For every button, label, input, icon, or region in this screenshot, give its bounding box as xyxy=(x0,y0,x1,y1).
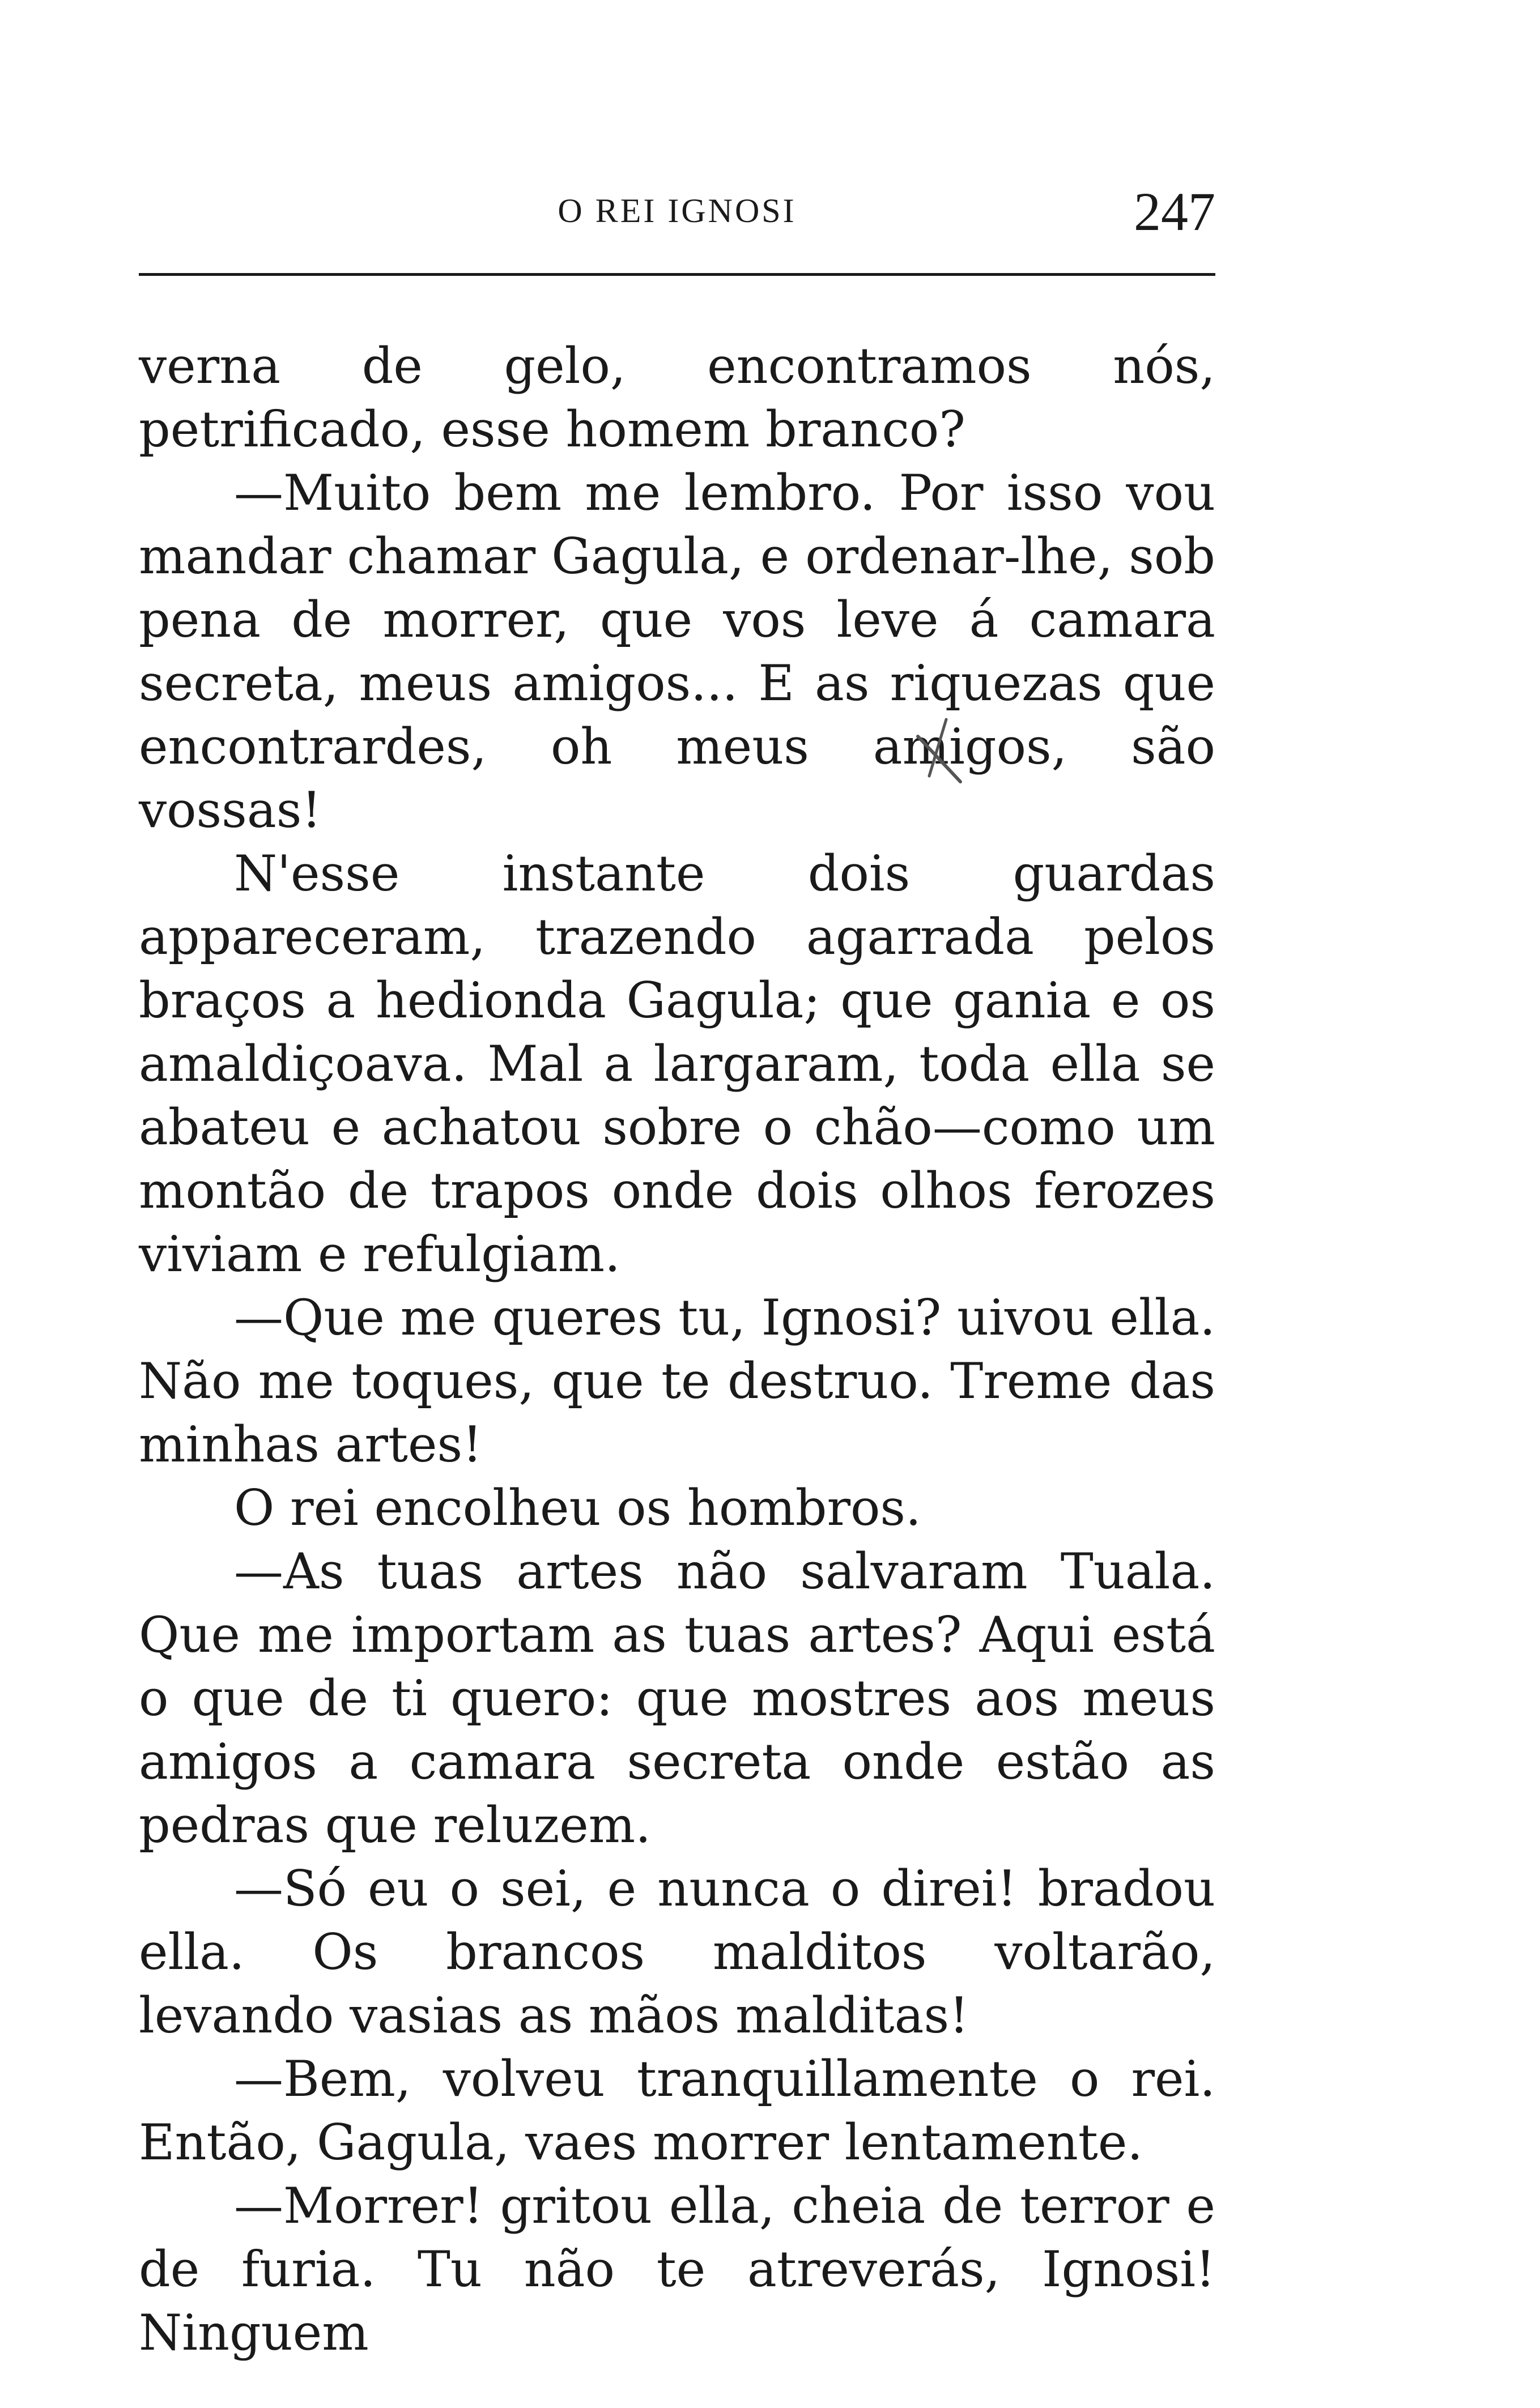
paragraph: —Morrer! gritou ella, cheia de terror e de furia. Tu não te atreverás, Ignosi! Ninguem xyxy=(139,2177,1215,2362)
page-number: 247 xyxy=(1134,181,1215,242)
paragraph: O rei encolheu os hombros. xyxy=(234,1479,921,1537)
body-text xyxy=(139,334,1215,2364)
paragraph: —Bem, volveu tranquillamente o rei. Então, Gagula, vaes morrer lentamente. xyxy=(139,2050,1215,2171)
paragraph: N'esse instante dois guardas appareceram, trazendo agarrada pelos braços a hedionda Gagula; que gania e os amaldiçoava. Mal a largaram, toda ella se abateu e achatou sobre o chão—como um montão de trapos onde dois olhos ferozes viviam e refulgiam. xyxy=(139,845,1215,1283)
header-rule xyxy=(139,273,1215,276)
paragraph: —Muito bem me lembro. Por isso vou mandar chamar Gagula, e ordenar-lhe, sob pena de morrer, que vos leve á camara secreta, meus amigos... E as riquezas que encontrardes, oh meus amigos, são vossas! xyxy=(139,464,1215,839)
paragraph: —As tuas artes não salvaram Tuala. Que me importam as tuas artes? Aqui está o que de ti quero: que mostres aos meus amigos a camara secreta onde estão as pedras que reluzem. xyxy=(139,1542,1215,1854)
paragraph: —Que me queres tu, Ignosi? uivou ella. Não me toques, que te destruo. Treme das minhas artes! xyxy=(139,1289,1215,1473)
running-title: O REI IGNOSI xyxy=(558,192,797,229)
running-head xyxy=(139,180,1215,242)
pencil-x-mark xyxy=(907,714,975,787)
paragraph: verna de gelo, encontramos nós, petrificado, esse homem branco? xyxy=(139,337,1215,458)
paragraph: —Só eu o sei, e nunca o direi! bradou ella. Os brancos malditos voltarão, levando vasias as mãos malditas! xyxy=(139,1860,1215,2044)
